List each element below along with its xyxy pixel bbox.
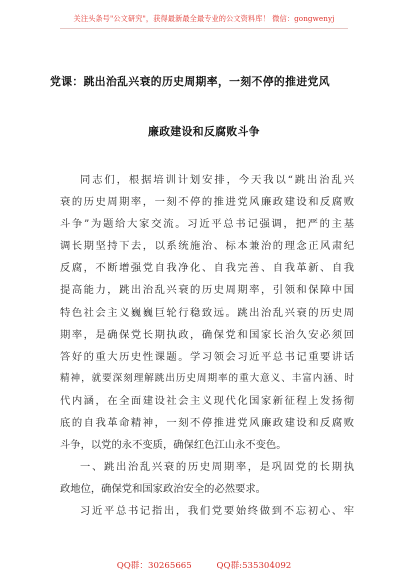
body-line: 习近平总书记指出，我们党要始终做到不忘初心、牢	[80, 505, 354, 518]
body-line: 提高能力，跳出治乱兴衰的历史周期率，引领和保障中国	[60, 284, 354, 297]
body-line: 精神，就要深刻理解跳出历史周期率的重大意义、丰富内涵、时	[60, 372, 354, 384]
body-line: 代内涵，在全面建设社会主义现代化国家新征程上发扬彻	[60, 394, 354, 407]
document-body	[60, 169, 354, 523]
footer-qq-group-1: QQ群：30265665	[116, 561, 192, 571]
document-title-line-1: 党课：跳出治乱兴衰的历史周期率，一刻不停的推进党风	[50, 75, 330, 88]
body-line: 期率，是确保党长期执政，确保党和国家长治久安必须回	[60, 328, 354, 341]
body-line: 斗争，以党的永不变质，确保红色江山永不变色。	[60, 439, 287, 452]
body-line: 反腐，不断增强党自我净化、自我完善、自我革新、自我	[60, 262, 354, 275]
body-line: 衰的历史周期率，一刻不停的推进党风廉政建设和反腐败	[60, 196, 354, 209]
body-line: 调长期坚持下去，以系统施治、标本兼治的理念正风肃纪	[60, 240, 354, 253]
section-heading-line: 一、跳出治乱兴衰的历史周期率，是巩固党的长期执	[80, 461, 354, 474]
section-heading-line: 政地位，确保党和国家政治安全的必然要求。	[60, 483, 266, 496]
header-divider	[60, 28, 348, 29]
body-line: 底的自我革命精神，一刻不停推进党风廉政建设和反腐败	[60, 417, 354, 430]
body-line: 答好的重大历史性课题。学习领会习近平总书记重要讲话	[60, 350, 354, 363]
body-line: 斗争”为题给大家交流。习近平总书记强调，把严的主基	[60, 218, 354, 231]
body-line: 同志们，根据培训计划安排，今天我以“跳出治乱兴	[80, 174, 354, 186]
header-note: 关注头条号"公文研究"，获得最新最全最专业的公文资料库！ 微信：gongwenyj	[73, 14, 335, 23]
footer-contact	[0, 559, 408, 571]
footer-qq-group-2: QQ群:535304092	[216, 561, 292, 571]
body-line: 特色社会主义巍巍巨轮行稳致远。跳出治乱兴衰的历史周	[60, 306, 354, 319]
document-title-line-2: 廉政建设和反腐败斗争	[148, 125, 260, 138]
